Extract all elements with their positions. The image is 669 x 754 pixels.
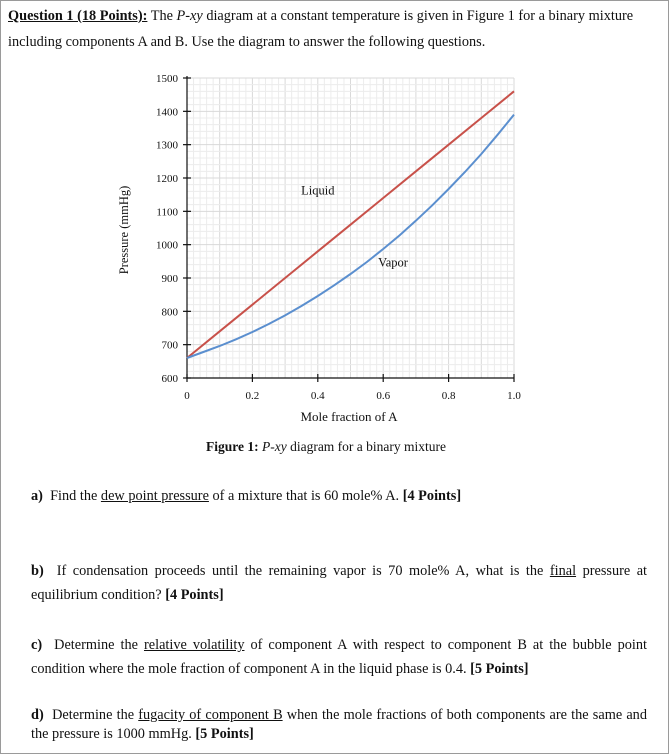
y-tick-label: 1500 bbox=[156, 73, 178, 85]
caption-term: P-xy bbox=[261, 439, 287, 454]
part-b-label: b) bbox=[31, 563, 44, 579]
y-tick-label: 600 bbox=[161, 373, 178, 385]
annotation-vapor: Vapor bbox=[378, 255, 408, 270]
y-tick-label: 800 bbox=[161, 306, 178, 319]
part-c: c) Determine the relative volatility of component A with respect to component B at the bubble point condition where the mole fraction of component A in the liquid phase is 0.4. [5 Points] bbox=[31, 637, 647, 677]
part-d-points: [5 Points] bbox=[195, 726, 254, 742]
part-b: b) If condensation proceeds until the remaining vapor is 70 mole% A, what is the final pressure at equilibrium condition? [4 Points] bbox=[31, 563, 648, 603]
x-tick-label: 0.4 bbox=[310, 390, 325, 402]
intro-rest: diagram at a constant temperature is given in Figure 1 for a binary mixture including components A and B. Use the diagram to answer the following questions. bbox=[8, 8, 634, 50]
caption-label: Figure 1: bbox=[205, 439, 259, 454]
part-c-key-term: relative volatility bbox=[143, 637, 245, 653]
x-tick-label: 0.6 bbox=[376, 390, 391, 402]
part-c-points: [5 Points] bbox=[470, 661, 529, 677]
part-a-points: [4 Points] bbox=[402, 488, 462, 504]
y-tick-label: 900 bbox=[161, 273, 178, 285]
y-axis-label: Pressure (mmHg) bbox=[117, 185, 131, 275]
y-tick-label: 700 bbox=[161, 339, 178, 352]
x-tick-label: 0.2 bbox=[245, 390, 260, 402]
chart-grid bbox=[187, 78, 514, 378]
x-axis-label: Mole fraction of A bbox=[300, 409, 398, 424]
y-tick-label: 1400 bbox=[156, 106, 178, 119]
intro-prefix: The bbox=[150, 8, 173, 24]
part-c-label: c) bbox=[31, 637, 43, 653]
y-tick-label: 1200 bbox=[156, 173, 178, 185]
y-tick-label: 1000 bbox=[156, 239, 178, 252]
part-b-points: [4 Points] bbox=[165, 587, 224, 603]
x-tick-label: 1.0 bbox=[507, 390, 521, 402]
annotation-liquid: Liquid bbox=[301, 183, 335, 198]
part-d-key-term: fugacity of component B bbox=[138, 707, 283, 723]
part-a-label: a) bbox=[31, 488, 43, 504]
y-tick-label: 1300 bbox=[156, 139, 178, 152]
part-d-label: d) bbox=[31, 707, 44, 723]
x-tick-label: 0.8 bbox=[441, 390, 456, 402]
x-tick-label: 0 bbox=[184, 390, 190, 402]
part-a: a) Find the dew point pressure of a mixture that is 60 mole% A. [4 Points] bbox=[31, 488, 462, 504]
part-a-key-term: dew point pressure bbox=[100, 488, 209, 504]
y-tick-label: 1100 bbox=[156, 206, 178, 219]
question-title: Question 1 (18 Points): bbox=[8, 8, 148, 24]
part-b-key-term: final bbox=[549, 563, 577, 579]
intro-term: P-xy bbox=[176, 8, 203, 24]
part-d: d) Determine the fugacity of component B when the mole fractions of both components are the same and the pressure is 1000 mmHg. [5 Points] bbox=[31, 707, 647, 742]
caption-rest: diagram for a binary mixture bbox=[290, 439, 447, 454]
figure-caption bbox=[206, 439, 446, 454]
